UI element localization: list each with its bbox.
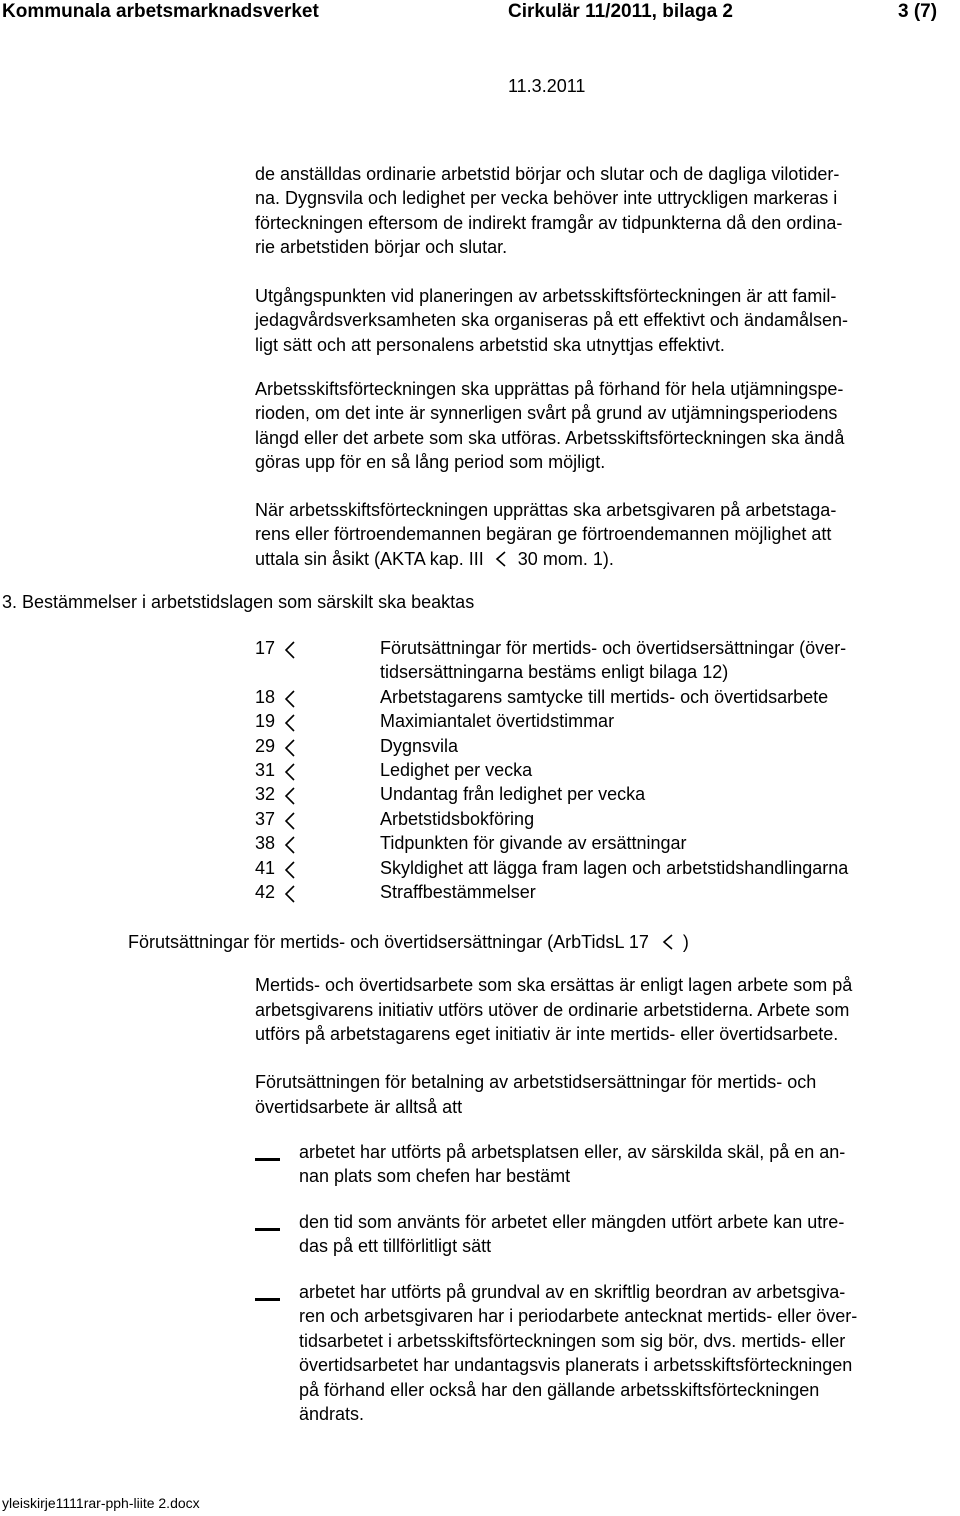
document-date: 11.3.2011 xyxy=(508,76,586,96)
section-title xyxy=(380,880,536,904)
text-line: rens eller förtroendemannen begäran ge förtroendemannen möjlighet att xyxy=(255,524,832,545)
bullet-text xyxy=(299,1280,857,1426)
text-line: Maximiantalet övertidstimmar xyxy=(380,711,615,732)
text-fragment: 30 mom. 1). xyxy=(517,548,614,569)
paragraph-schedule-contents xyxy=(255,162,842,260)
text-line: övertidsarbete är alltså att xyxy=(255,1096,463,1117)
paragraph-overtime-definition xyxy=(255,973,852,1047)
text-line: Mertids- och övertidsarbete som ska ersättas är enligt lagen arbete som på xyxy=(255,975,853,995)
section-number: 29 xyxy=(255,735,276,756)
section-title xyxy=(380,636,846,685)
paragraph-planning-basis xyxy=(255,284,848,357)
bullet-text xyxy=(299,1140,845,1189)
section-title xyxy=(380,782,645,806)
section-title xyxy=(380,709,614,733)
section-sign-icon xyxy=(281,713,299,733)
section-title xyxy=(380,807,534,831)
text-line: Arbetstidsbokföring xyxy=(380,808,535,829)
section-sign-icon xyxy=(281,762,299,782)
text-line xyxy=(255,547,836,571)
circular-title: Cirkulär 11/2011, bilaga 2 xyxy=(508,1,733,22)
subheading-overtime-conditions xyxy=(128,930,689,954)
text-line: förteckningen eftersom de indirekt framgår av tidpunkterna då den ordina- xyxy=(255,212,843,233)
text-line: övertidsarbetet har undantagsvis planerats i arbetsskiftsförteckningen xyxy=(299,1355,853,1376)
text-line: Ledighet per vecka xyxy=(380,759,533,780)
text-line: tidsarbetet i arbetsskiftsförteckningen som sig bör, dvs. mertids- eller xyxy=(299,1330,846,1351)
section-sign-icon xyxy=(281,860,299,880)
section-heading: 3. Bestämmelser i arbetstidslagen som särskilt ska beaktas xyxy=(2,592,475,612)
text-line: Skyldighet att lägga fram lagen och arbetstidshandlingarna xyxy=(380,857,849,878)
text-line: rie arbetstiden börjar och slutar. xyxy=(255,237,508,258)
text-line: ligt sätt och att personalens arbetstid ska utnyttjas effektivt. xyxy=(255,334,725,355)
dash-bullet-icon xyxy=(255,1158,280,1161)
text-line: de anställdas ordinarie arbetstid börjar och slutar och de dagliga vilotider- xyxy=(255,164,840,184)
dash-bullet-icon xyxy=(255,1228,280,1231)
text-line: utförs på arbetstagarens eget initiativ är inte mertids- eller övertidsarbete. xyxy=(255,1024,839,1045)
section-number: 38 xyxy=(255,833,276,854)
section-number: 42 xyxy=(255,881,276,902)
section-sign-icon xyxy=(281,738,299,758)
section-number: 32 xyxy=(255,784,276,805)
text-line: Undantag från ledighet per vecka xyxy=(380,784,646,805)
text-line: Förutsättningar för mertids- och övertidsersättningar (över- xyxy=(380,638,847,658)
text-line: Straffbestämmelser xyxy=(380,881,536,902)
text-line: Tidpunkten för givande av ersättningar xyxy=(380,833,687,854)
paragraph-payment-conditions xyxy=(255,1070,816,1119)
page-number: 3 (7) xyxy=(898,1,938,22)
text-fragment: uttala sin åsikt (AKTA kap. III xyxy=(255,548,484,569)
section-sign-icon xyxy=(281,640,299,660)
bullet-text xyxy=(299,1210,844,1259)
section-number: 41 xyxy=(255,857,276,878)
text-line: jedagvårdsverksamheten ska organiseras på ett effektivt och ändamålsen- xyxy=(255,310,848,331)
text-line: arbetet har utförts på arbetsplatsen eller, av särskilda skäl, på en an- xyxy=(299,1142,846,1162)
section-number: 18 xyxy=(255,686,276,707)
text-line: arbetet har utförts på grundval av en skriftlig beordran av arbetsgiva- xyxy=(299,1282,846,1302)
paragraph-advance-schedule xyxy=(255,377,844,475)
section-number: 17 xyxy=(255,638,276,658)
org-name: Kommunala arbetsmarknadsverket xyxy=(2,1,319,22)
text-line: nan plats som chefen har bestämt xyxy=(299,1166,571,1187)
footer-filename: yleiskirje1111rar-pph-liite 2.docx xyxy=(2,1495,200,1511)
section-title xyxy=(380,758,532,782)
section-sign-icon xyxy=(493,549,509,569)
subheading-close: ) xyxy=(682,932,689,952)
section-sign-icon xyxy=(281,786,299,806)
text-line: ändrats. xyxy=(299,1404,365,1425)
section-number: 19 xyxy=(255,711,276,732)
section-title xyxy=(380,685,828,709)
section-sign-icon xyxy=(660,932,676,952)
section-sign-icon xyxy=(281,835,299,855)
section-sign-icon xyxy=(281,884,299,904)
text-line: ren och arbetsgivaren har i periodarbete antecknat mertids- eller över- xyxy=(299,1306,858,1327)
section-number: 37 xyxy=(255,808,276,829)
text-line: på förhand eller också har den gällande arbetsskiftsförteckningen xyxy=(299,1379,820,1400)
text-line: arbetsgivarens initiativ utförs utöver de ordinarie arbetstiderna. Arbete som xyxy=(255,999,850,1020)
text-line: na. Dygnsvila och ledighet per vecka behöver inte uttryckligen markeras i xyxy=(255,188,838,209)
subheading-text: Förutsättningar för mertids- och övertidsersättningar (ArbTidsL 17 xyxy=(128,932,649,952)
text-line: Utgångspunkten vid planeringen av arbetsskiftsförteckningen är att famil- xyxy=(255,286,837,306)
section-sign-icon xyxy=(281,811,299,831)
text-line: tidsersättningarna bestäms enligt bilaga 12) xyxy=(380,662,729,683)
section-title xyxy=(380,831,687,855)
paragraph-union-opinion xyxy=(255,498,836,571)
section-title xyxy=(380,856,848,880)
text-line: längd eller det arbete som ska utföras. Arbetsskiftsförteckningen ska ändå xyxy=(255,427,845,448)
text-line: Arbetstagarens samtycke till mertids- och övertidsarbete xyxy=(380,686,829,707)
text-line: När arbetsskiftsförteckningen upprättas ska arbetsgivaren på arbetstaga- xyxy=(255,500,837,520)
text-line: Arbetsskiftsförteckningen ska upprättas på förhand för hela utjämningspe- xyxy=(255,379,844,399)
text-line: Förutsättningen för betalning av arbetstidsersättningar för mertids- och xyxy=(255,1072,817,1092)
text-line: Dygnsvila xyxy=(380,735,459,756)
text-line: göras upp för en så lång period som möjligt. xyxy=(255,452,606,473)
text-line: das på ett tillförlitligt sätt xyxy=(299,1236,492,1257)
section-title xyxy=(380,734,458,758)
section-number: 31 xyxy=(255,759,276,780)
section-sign-icon xyxy=(281,689,299,709)
text-line: rioden, om det inte är synnerligen svårt på grund av utjämningsperiodens xyxy=(255,403,838,424)
dash-bullet-icon xyxy=(255,1298,280,1301)
text-line: den tid som använts för arbetet eller mängden utfört arbete kan utre- xyxy=(299,1212,845,1232)
